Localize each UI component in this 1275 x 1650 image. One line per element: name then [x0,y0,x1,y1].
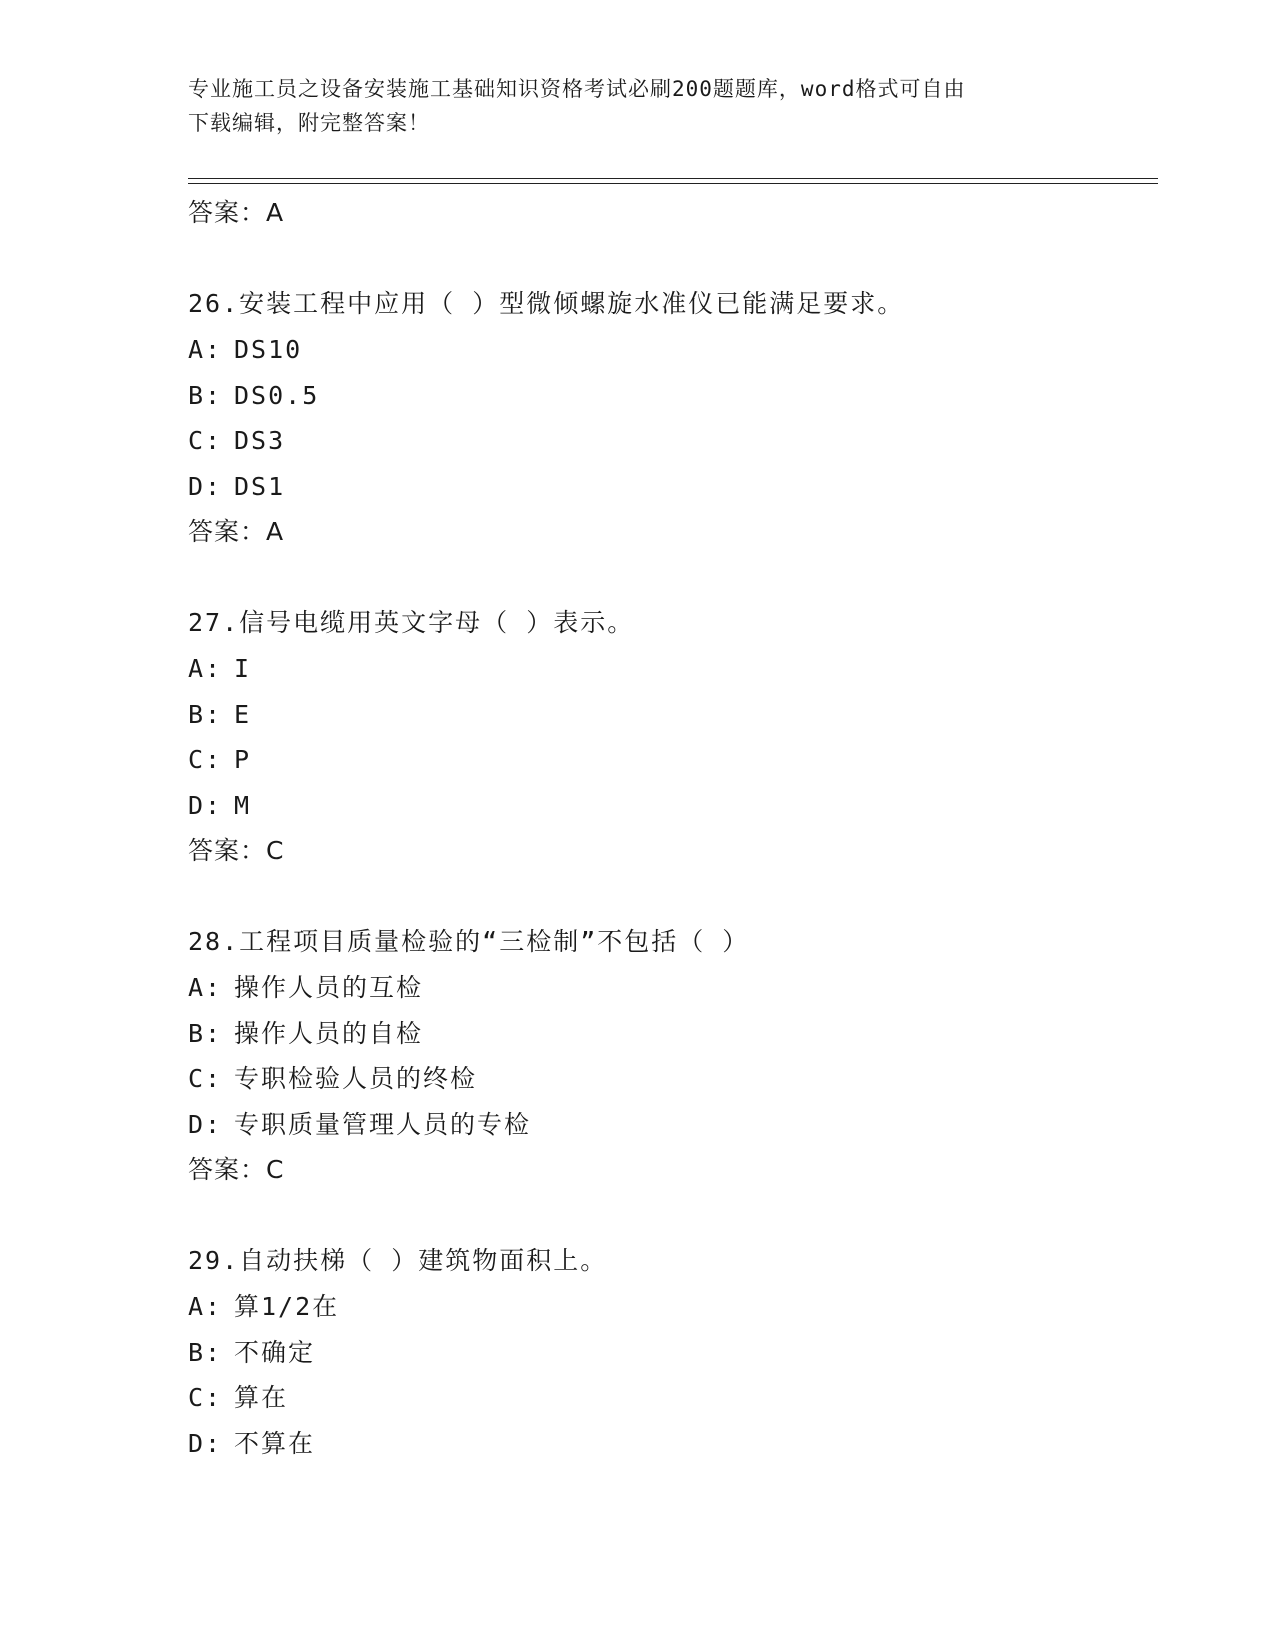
option-c [188,1056,1148,1102]
question-list [188,190,1148,1466]
option-d [188,464,1148,510]
option-d [188,783,1148,829]
option-text: 算1/2在 [234,1292,340,1321]
option-c [188,1375,1148,1421]
option-text: DS3 [234,426,286,455]
header-line-2: 下载编辑，附完整答案！ [188,111,430,135]
option-a [188,327,1148,373]
option-letter: B: [188,699,223,729]
option-letter: C: [188,1383,223,1412]
option-d [188,1102,1148,1148]
answer-line: 答案：A [188,517,285,546]
option-text: DS1 [234,471,286,501]
option-b [188,1011,1148,1057]
option-b [188,1330,1148,1376]
option-letter: C: [188,745,223,774]
option-letter: C: [188,426,223,455]
option-c [188,418,1148,464]
option-letter: B: [188,1018,223,1048]
option-text: P [234,745,252,774]
question-block [188,1238,1148,1466]
option-text: DS0.5 [234,380,320,410]
option-text: 专职质量管理人员的专检 [234,1109,532,1139]
header-rule-bottom [188,183,1158,184]
option-d [188,1421,1148,1467]
option-text: E [234,699,252,729]
answer-line: 答案：C [188,1155,285,1184]
header-line-1: 专业施工员之设备安装施工基础知识资格考试必刷200题题库，word格式可自由 [188,77,966,101]
option-text: 不算在 [234,1428,316,1458]
answer-line: 答案：C [188,836,285,865]
option-letter: A: [188,1292,223,1321]
option-letter: D: [188,790,223,820]
header-rule-top [188,178,1158,179]
option-letter: A: [188,973,223,1002]
option-letter: D: [188,1109,223,1139]
option-text: I [234,654,252,683]
option-letter: C: [188,1064,223,1093]
option-letter: B: [188,1337,223,1367]
question-text: 26.安装工程中应用（ ）型微倾螺旋水准仪已能满足要求。 [188,289,905,318]
option-text: M [234,790,252,820]
question-block [188,919,1148,1193]
option-c [188,737,1148,783]
option-letter: A: [188,335,223,364]
option-letter: A: [188,654,223,683]
option-letter: D: [188,1428,223,1458]
question-text: 28.工程项目质量检验的“三检制”不包括（ ） [188,927,750,956]
option-letter: D: [188,471,223,501]
option-text: 专职检验人员的终检 [234,1064,478,1093]
answer-line: 答案：A [188,198,285,227]
option-text: 操作人员的互检 [234,973,424,1002]
option-letter: B: [188,380,223,410]
question-block [188,600,1148,874]
option-a [188,965,1148,1011]
option-a [188,646,1148,692]
option-b [188,373,1148,419]
option-b [188,692,1148,738]
question-text: 29.自动扶梯（ ）建筑物面积上。 [188,1246,608,1275]
option-text: 不确定 [234,1337,316,1367]
option-text: 算在 [234,1383,289,1412]
option-a [188,1284,1148,1330]
question-text: 27.信号电缆用英文字母（ ）表示。 [188,608,635,637]
option-text: DS10 [234,335,303,364]
document-header [188,72,1068,140]
question-block [188,281,1148,555]
option-text: 操作人员的自检 [234,1018,424,1048]
